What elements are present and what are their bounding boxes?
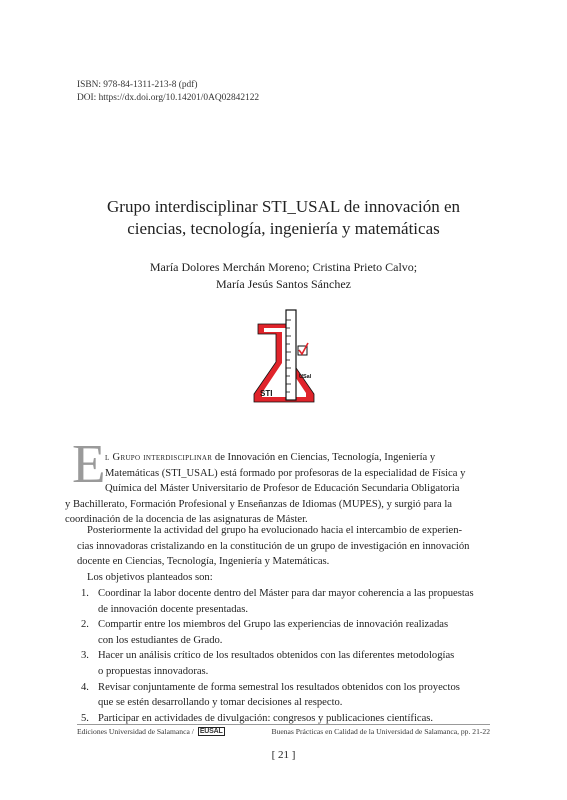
footer-publisher — [77, 727, 225, 736]
publication-metadata — [77, 79, 259, 105]
eusal-logo: EUSAL — [199, 728, 223, 735]
drop-cap: E — [72, 433, 106, 494]
list-item: 4. Revisar conjuntamente de forma semestral los resultados obtenidos con los proyectos que se estén desarrollando y tomar decisiones al respecto. — [81, 681, 460, 709]
sti-usal-logo — [252, 306, 316, 406]
p2-line-1: Posteriormente la actividad del grupo ha evolucionado hacia el intercambio de experien- — [87, 525, 463, 536]
series-info: Buenas Prácticas en Calidad de la Universidad de Salamanca, pp. 21-22 — [271, 727, 490, 736]
logo-usal-text: USal — [299, 374, 312, 380]
doi: DOI: https://dx.doi.org/10.14201/0AQ02842122 — [77, 93, 260, 103]
p1-line-2: Matemáticas (STI_USAL) está formado por profesoras de la especialidad de Física y — [105, 467, 466, 479]
p2-line-4: Los objetivos planteados son: — [87, 571, 213, 583]
p1-line-5: coordinación de la docencia de las asignaturas de Máster. — [65, 514, 308, 526]
publisher-name: Ediciones Universidad de Salamanca / — [77, 727, 194, 736]
paragraph-2 — [77, 523, 490, 585]
p1-line-3: Química del Máster Universitario de Profesor de Educación Secundaria Obligatoria — [105, 483, 460, 495]
authors — [40, 259, 527, 293]
authors-line-1: María Dolores Merchán Moreno; Cristina Prieto Calvo; — [149, 260, 418, 274]
list-item: 2. Compartir entre los miembros del Grupo las experiencias de innovación realizadas con los estudiantes de Grado. — [81, 619, 449, 646]
p2-line-2: cias innovadoras cristalizando en la constitución de un grupo de investigación en innovación — [77, 540, 470, 552]
list-item: 3. Hacer un análisis crítico de los resultados obtenidos con las diferentes metodologías o propuestas innovadoras. — [81, 650, 455, 677]
isbn: ISBN: 978-84-1311-213-8 (pdf) — [77, 80, 198, 90]
page-footer — [77, 724, 490, 736]
page-number: [ 21 ] — [271, 749, 296, 761]
title-line-1: Grupo interdisciplinar STI_USAL de innovación en — [107, 197, 460, 216]
ruler — [286, 310, 296, 400]
title-line-2: ciencias, tecnología, ingeniería y matemáticas — [127, 219, 440, 238]
group-name-smallcaps: l Grupo interdisciplinar — [105, 452, 213, 463]
paragraph-1 — [65, 450, 490, 528]
p2-line-3: docente en Ciencias, Tecnología, Ingeniería y Matemáticas. — [77, 556, 330, 568]
p1-line-4: y Bachillerato, Formación Profesional y Enseñanzas de Idiomas (MUPES), y surgió para la — [65, 498, 452, 510]
paper-title — [40, 196, 527, 240]
list-item: 1. Coordinar la labor docente dentro del Máster para dar mayor coherencia a las propuestas de innovación docente presentadas. — [81, 588, 474, 615]
p1-line-1 — [77, 450, 490, 466]
logo-sti-text: STI — [260, 389, 273, 398]
list-item: 5. Participar en actividades de divulgación: congresos y publicaciones científicas. — [81, 712, 434, 724]
p1-line-1-rest: de Innovación en Ciencias, Tecnología, Ingeniería y — [212, 452, 436, 463]
authors-line-2: María Jesús Santos Sánchez — [216, 277, 351, 291]
objectives-list — [77, 586, 490, 726]
